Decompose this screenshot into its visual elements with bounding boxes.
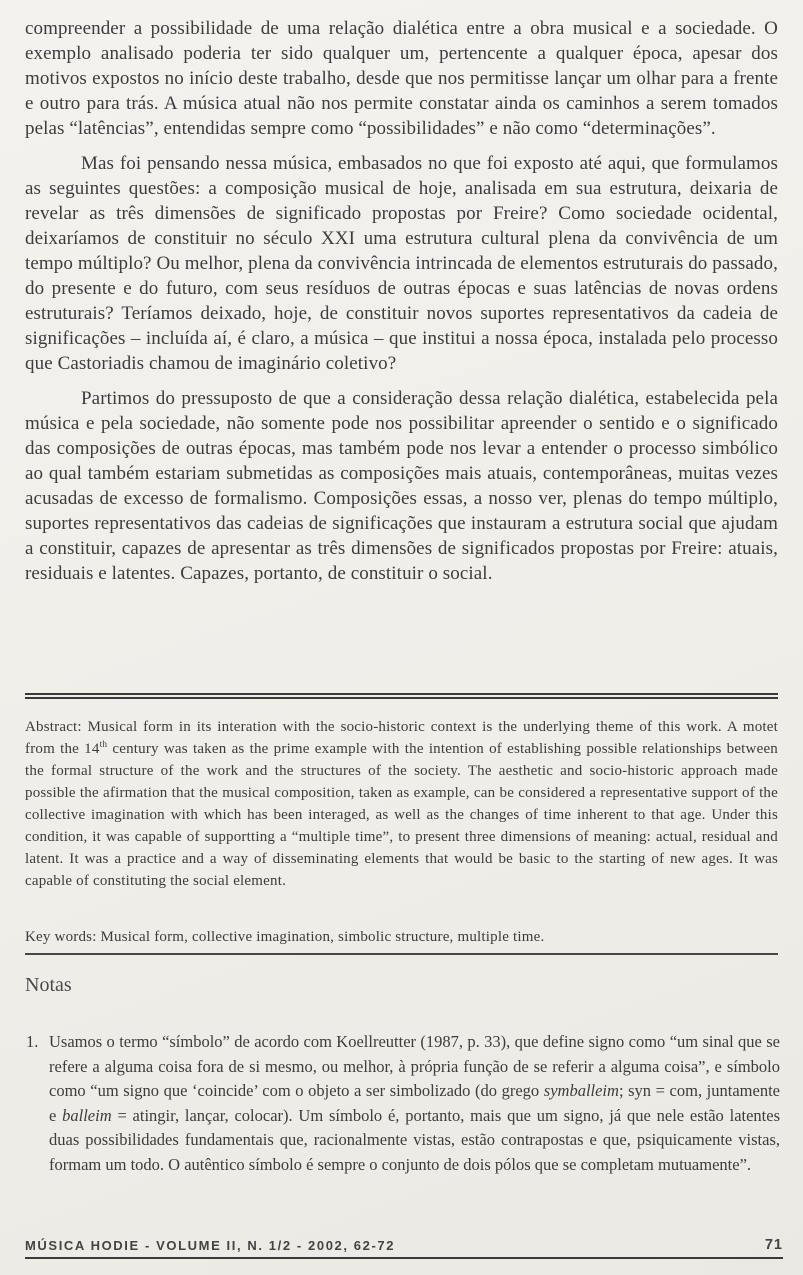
footnote-item bbox=[26, 1030, 780, 1177]
footnote-number: 1. bbox=[26, 1032, 39, 1051]
body-paragraph-2: Mas foi pensando nessa música, embasados no que foi exposto até aqui, que formulamos as seguintes questões: a composição musical de hoje, analisada em sua estrutura, deixaria de revelar as três dimensões de significado propostas por Freire? Como sociedade ocidental, deixaríamos de constituir no século XXI uma estrutura cultural plena da convivência de um tempo múltiplo? Ou melhor, plena da convivência intrincada de elementos estruturais do passado, do presente e do futuro, com seus resíduos de outras épocas e suas latências de novas ordens estruturais? Teríamos deixado, hoje, de constituir novos suportes representativos da cadeia de significações – incluída aí, é claro, a música – que institui a nossa época, instalada pelo processo que Castoriadis chamou de imaginário coletivo? bbox=[25, 153, 778, 374]
main-text bbox=[25, 16, 778, 586]
body-paragraph-1: compreender a possibilidade de uma relação dialética entre a obra musical e a sociedade. O exemplo analisado poderia ter sido qualquer um, pertencente a qualquer época, apesar dos motivos expostos no início deste trabalho, desde que nos permitisse lançar um olhar para a frente e outro para trás. A música atual não nos permite constatar ainda os caminhos a serem tomados pelas “latências”, entendidas sempre como “possibilidades” e não como “determinações”. bbox=[25, 18, 778, 139]
journal-citation: MÚSICA HODIE - VOLUME II, N. 1/2 - 2002, 62-72 bbox=[25, 1238, 396, 1253]
page-footer bbox=[25, 1237, 783, 1259]
keywords-line: Key words: Musical form, collective imagination, simbolic structure, multiple time. bbox=[25, 929, 545, 945]
body-paragraph-3: Partimos do pressuposto de que a consideração dessa relação dialética, estabelecida pela música e pela sociedade, não somente pode nos possibilitar apreender o sentido e o significado das composições de outras épocas, mas também pode nos levar a entender o processo simbólico ao qual também estariam submetidas as composições mais atuais, contemporâneas, muitas vezes acusadas de excesso de formalismo. Composições essas, a nosso ver, plenas do tempo múltiplo, suportes representativos das cadeias de significações que instauram a estrutura social que ajudam a constituir, capazes de apresentar as três dimensões de significados propostas por Freire: atuais, residuais e latentes. Capazes, portanto, de constituir o social. bbox=[25, 388, 778, 584]
double-rule-divider bbox=[25, 693, 778, 699]
page-number: 71 bbox=[764, 1237, 783, 1253]
notes-heading: Notas bbox=[25, 974, 72, 996]
abstract-text: Abstract: Musical form in its interation with the socio-historic context is the underlying theme of this work. A motet from the 14th century was taken as the prime example with the intention of establishing possible relationships between the formal structure of the work and the structures of the society. The aesthetic and socio-historic approach made possible the afirmation that the musical composition, taken as example, can be considered a representative support of the collective imagination with which has been interaged, as well as the changes of time inherent to that age. Under this condition, it was capable of supportting a “multiple time”, to present three dimensions of meaning: actual, residual and latent. It was a practice and a way of disseminating elements that would be basic to the starting of new ages. It was capable of constituting the social element. bbox=[25, 719, 778, 889]
single-rule-divider bbox=[25, 953, 778, 955]
footnote-text: Usamos o termo “símbolo” de acordo com Koellreutter (1987, p. 33), que define signo como “um sinal que se refere a alguma coisa fora de si mesmo, ou melhor, à própria função de se referir a alguma coisa”, e símbolo como “um signo que ‘coincide’ com o objeto a ser simbolizado (do grego symballeim; syn = com, juntamente e balleim = atingir, lançar, colocar). Um símbolo é, portanto, mais que um signo, já que nele estão latentes duas possibilidades fundamentais que, racionalmente vistas, estão contrapostas e que, psiquicamente vistas, formam um todo. O autêntico símbolo é sempre o conjunto de dois pólos que se completam mutuamente”. bbox=[49, 1032, 781, 1174]
